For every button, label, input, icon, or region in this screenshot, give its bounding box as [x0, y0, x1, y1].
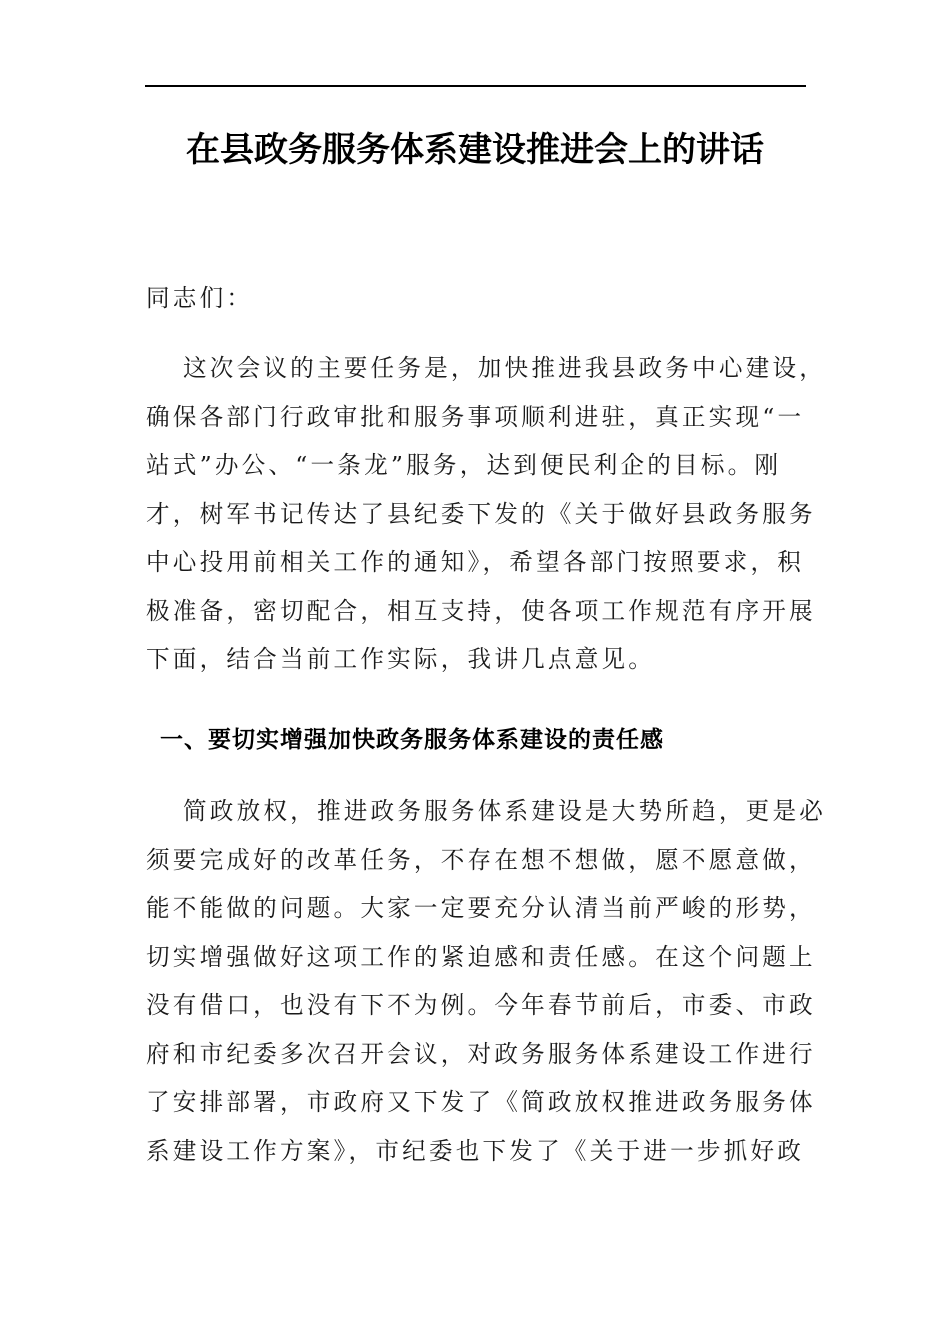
paragraph-line: 这次会议的主要任务是，加快推进我县政务中心建设， — [183, 354, 827, 382]
paragraph-1 — [146, 344, 827, 684]
salutation: 同志们： — [146, 284, 254, 312]
paragraph-line: 确保各部门行政审批和服务事项顺利进驻，真正实现“一 — [146, 402, 805, 431]
paragraph-line: 下面，结合当前工作实际，我讲几点意见。 — [146, 645, 656, 673]
paragraph-2 — [146, 787, 827, 1175]
section-heading-1: 一、要切实增强加快政务服务体系建设的责任感 — [160, 727, 664, 753]
document-title: 在县政务服务体系建设推进会上的讲话 — [186, 130, 764, 170]
paragraph-line: 中心投用前相关工作的通知》，希望各部门按照要求，积 — [146, 548, 805, 576]
paragraph-line: 才，树军书记传达了县纪委下发的《关于做好县政务服务 — [146, 499, 816, 528]
paragraph-line: 没有借口，也没有下不为例。今年春节前后，市委、市政 — [146, 991, 816, 1019]
paragraph-line: 能不能做的问题。大家一定要充分认清当前严峻的形势， — [146, 894, 816, 922]
paragraph-line: 府和市纪委多次召开会议，对政务服务体系建设工作进行 — [146, 1039, 816, 1068]
paragraph-line: 须要完成好的改革任务，不存在想不想做，愿不愿意做， — [146, 845, 816, 874]
paragraph-line: 站式”办公、“一条龙”服务，达到便民利企的目标。刚 — [146, 451, 782, 479]
paragraph-line: 极准备，密切配合，相互支持，使各项工作规范有序开展 — [146, 596, 816, 625]
paragraph-line: 简政放权，推进政务服务体系建设是大势所趋，更是必 — [183, 797, 827, 825]
paragraph-line: 了安排部署，市政府又下发了《简政放权推进政务服务体 — [146, 1088, 816, 1116]
paragraph-line: 切实增强做好这项工作的紧迫感和责任感。在这个问题上 — [146, 942, 816, 971]
paragraph-line: 系建设工作方案》，市纪委也下发了《关于进一步抓好政 — [146, 1136, 805, 1165]
header-rule — [145, 85, 806, 87]
